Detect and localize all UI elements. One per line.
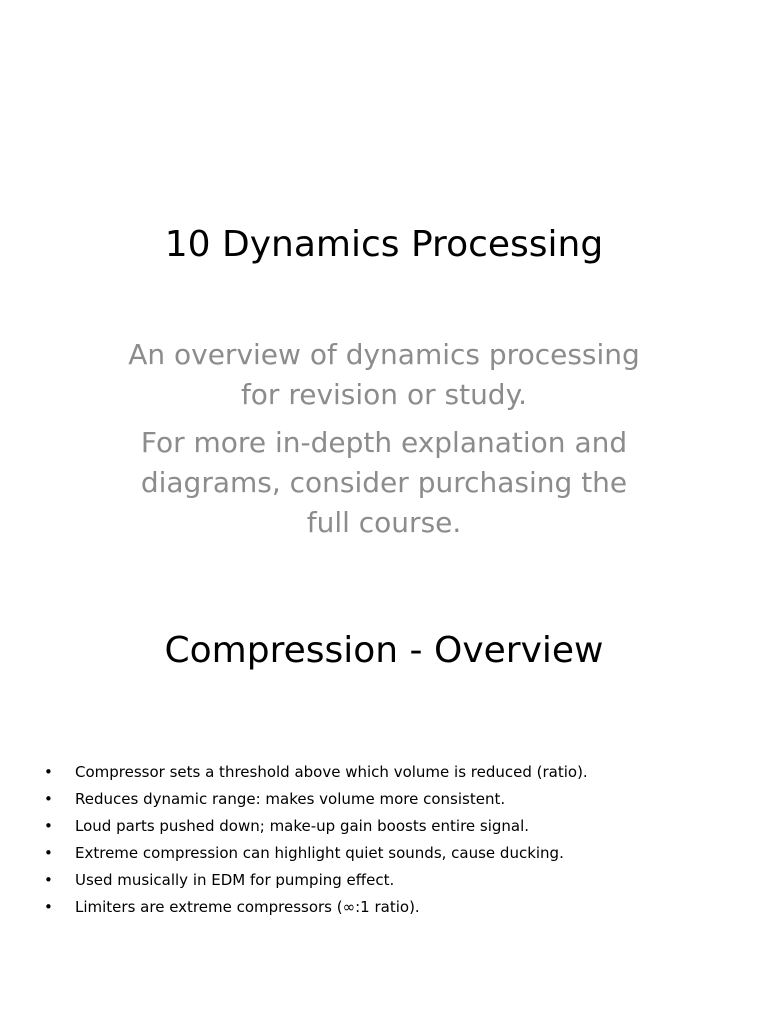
list-item <box>44 786 744 813</box>
bullet-list <box>44 759 744 921</box>
list-item-text: Used musically in EDM for pumping effect. <box>75 871 395 889</box>
subtitle-paragraph: For more in-depth explanation and diagrams, consider purchasing the full course. <box>140 426 628 539</box>
list-item <box>44 759 744 786</box>
section-title: Compression - Overview <box>164 630 604 671</box>
bullet-icon: • <box>44 898 53 916</box>
bullet-icon: • <box>44 763 53 781</box>
bullet-icon: • <box>44 871 53 889</box>
list-item-text: Limiters are extreme compressors (∞:1 ratio). <box>75 898 420 916</box>
list-item-text: Extreme compression can highlight quiet sounds, cause ducking. <box>75 844 564 862</box>
list-item <box>44 894 744 921</box>
subtitle-block <box>124 335 644 543</box>
list-item-text: Loud parts pushed down; make-up gain boosts entire signal. <box>75 817 530 835</box>
slide-title: 10 Dynamics Processing <box>164 224 604 265</box>
list-item-text: Compressor sets a threshold above which volume is reduced (ratio). <box>75 763 588 781</box>
list-item <box>44 840 744 867</box>
list-item <box>44 813 744 840</box>
list-item <box>44 867 744 894</box>
subtitle-paragraph: An overview of dynamics processing for revision or study. <box>128 338 640 411</box>
bullet-icon: • <box>44 844 53 862</box>
bullet-icon: • <box>44 817 53 835</box>
bullet-icon: • <box>44 790 53 808</box>
list-item-text: Reduces dynamic range: makes volume more consistent. <box>75 790 506 808</box>
